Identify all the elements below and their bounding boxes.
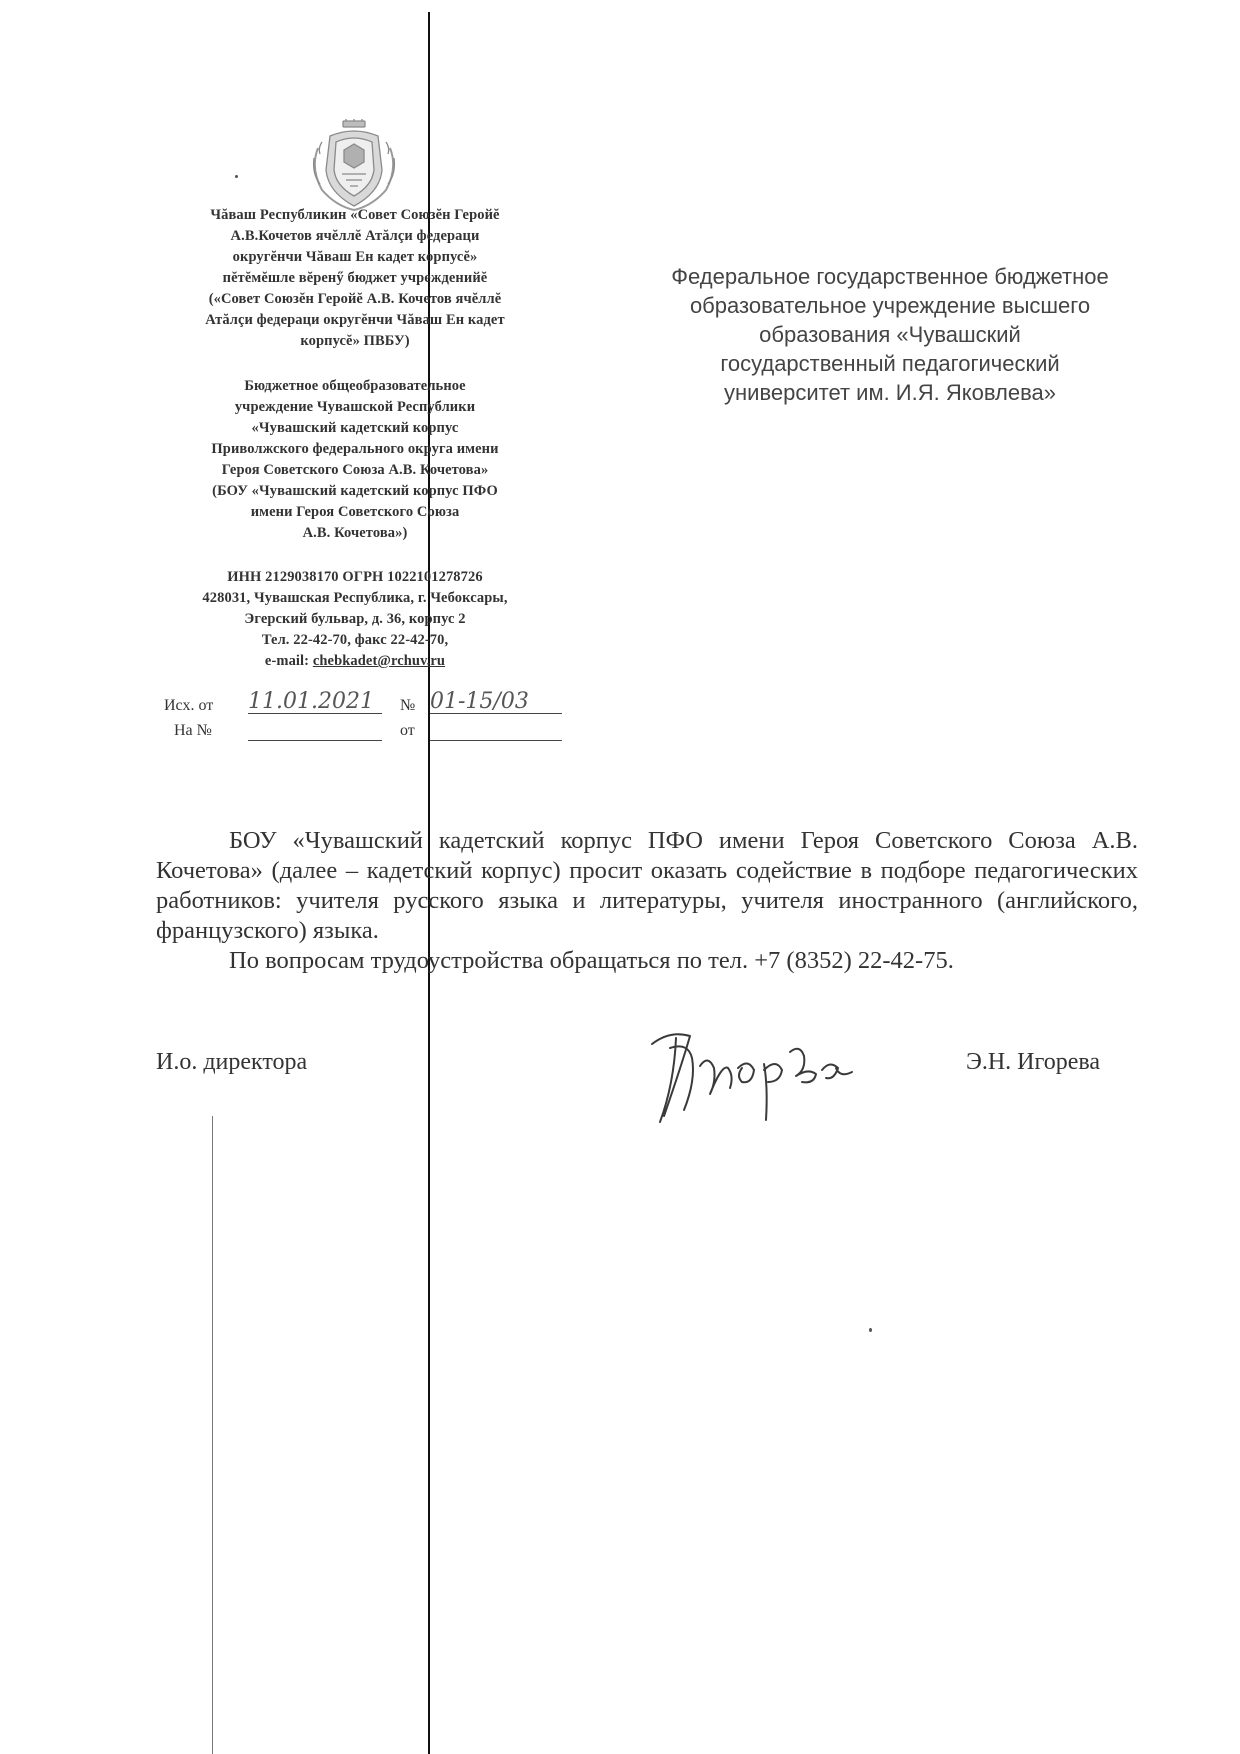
address-line: Эгерский бульвар, д. 36, корпус 2 (244, 611, 466, 627)
letter-body (156, 826, 1138, 976)
addressee-line: государственный педагогический (720, 351, 1060, 376)
ref-number-handwritten: 01-15/03 (430, 691, 562, 714)
letterhead-line: («Совет Союзĕн Геройĕ А.В. Кочетов ячĕллĕ (208, 291, 502, 307)
body-paragraph: БОУ «Чувашский кадетский корпус ПФО имени Героя Советского Союза А.В. Кочетова» (далее – кадетский корпус) просит оказать содействие в подборе педагогических работников: учителя русского языка и литературы, учителя иностранного (английского, французского) языка. (156, 827, 1138, 944)
handwritten-signature (630, 1024, 866, 1140)
letterhead-line: корпусĕ» ПВБУ) (300, 333, 410, 349)
reply-date-label: от (400, 722, 415, 739)
letterhead-line: Чăваш Республикин «Совет Союзĕн Геройĕ (210, 207, 500, 223)
addressee-line: образовательное учреждение высшего (689, 293, 1091, 318)
letterhead-line: Героя Советского Союза А.В. Кочетова» (221, 462, 489, 478)
address-line: 428031, Чувашская Республика, г. Чебоксары, (202, 590, 508, 606)
scan-speck (235, 175, 238, 178)
ref-number-label: № (400, 697, 416, 714)
inn-ogrn: ИНН 2129038170 ОГРН 1022101278726 (227, 569, 483, 585)
addressee-line: университет им. И.Я. Яковлева» (724, 380, 1056, 405)
letterhead-line: округĕнчи Чăваш Ен кадет корпусĕ» (232, 249, 478, 265)
addressee-line: Федеральное государственное бюджетное (671, 264, 1109, 289)
letterhead-line: Атăлçи федераци округĕнчи Чăваш Ен кадет (205, 312, 505, 328)
addressee-block (640, 262, 1140, 407)
letterhead-line: пĕтĕмĕшле вĕренӳ бюджет учрежденийĕ (222, 270, 488, 286)
letterhead-line: «Чувашский кадетский корпус (251, 420, 459, 436)
letterhead-line: имени Героя Советского Союза (250, 504, 460, 520)
letterhead-line: учреждение Чувашской Республики (234, 399, 476, 415)
chuvash-emblem-icon (302, 118, 406, 214)
letterhead-requisites (150, 567, 560, 672)
letterhead-line: Бюджетное общеобразовательное (244, 378, 466, 394)
letterhead-line: Приволжского федерального округа имени (211, 441, 499, 457)
letterhead-chuvash (150, 205, 560, 352)
signer-name: Э.Н. Игорева (966, 1049, 1101, 1075)
signer-title: И.о. директора (156, 1049, 308, 1075)
letterhead-russian (150, 376, 560, 544)
scan-line-left (212, 1116, 213, 1754)
email-label: e-mail: (264, 653, 313, 669)
reply-number-blank (248, 718, 382, 741)
ref-date-handwritten: 11.01.2021 (248, 691, 382, 714)
phone-fax: Тел. 22-42-70, факс 22-42-70, (261, 632, 449, 648)
scan-speck (869, 1328, 872, 1332)
letterhead-line: А.В. Кочетова») (302, 525, 408, 541)
email-link[interactable]: chebkadet@rchuv.ru (312, 653, 446, 669)
letterhead-line: А.В.Кочетов ячĕллĕ Атăлçи федераци (230, 228, 480, 244)
letterhead-line: (БОУ «Чувашский кадетский корпус ПФО (212, 483, 498, 499)
email-row (150, 651, 560, 672)
body-paragraph: По вопросам трудоустройства обращаться по тел. +7 (8352) 22-42-75. (229, 947, 954, 974)
ref-date-label: Исх. от (164, 697, 214, 714)
reply-date-blank (430, 718, 562, 741)
addressee-line: образования «Чувашский (759, 322, 1021, 347)
reply-number-label: На № (174, 722, 212, 739)
